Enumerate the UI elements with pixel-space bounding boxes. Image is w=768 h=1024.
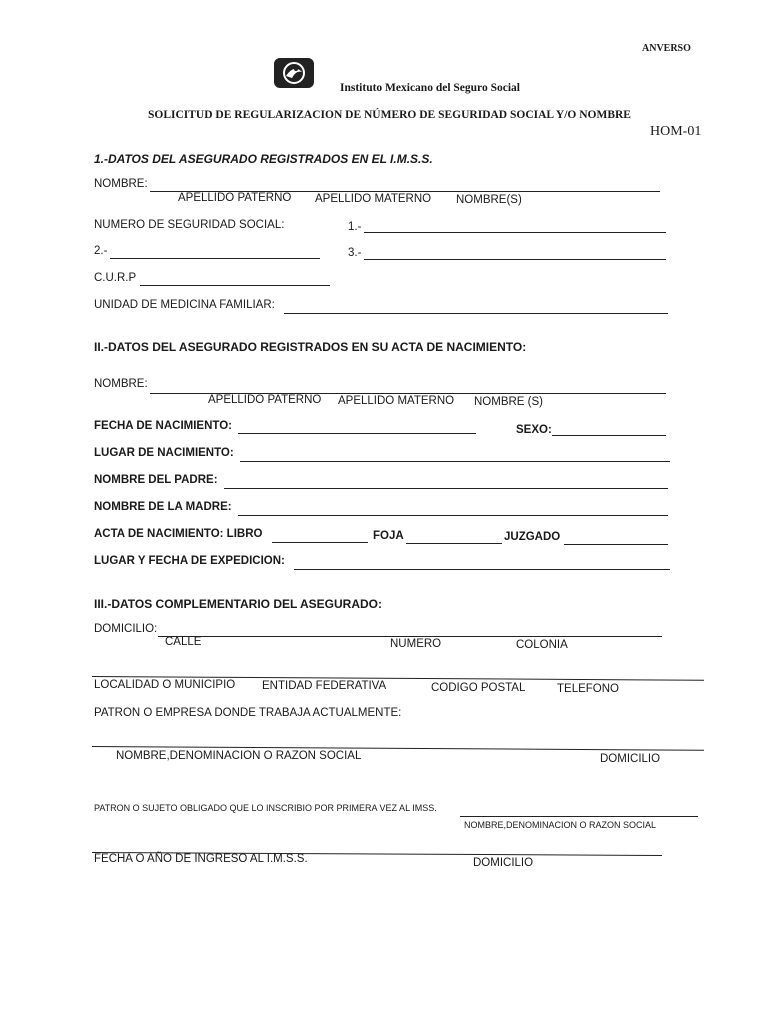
s2-fecha-nac-field[interactable] (238, 433, 476, 434)
s1-nss-label: NUMERO DE SEGURIDAD SOCIAL: (94, 219, 285, 231)
s3-domicilio-caption-2: DOMICILIO (473, 857, 534, 869)
s3-telefono-caption: TELEFONO (557, 683, 619, 695)
s1-umf-field[interactable] (284, 313, 668, 314)
s2-juzgado-label: JUZGADO (504, 531, 561, 543)
s2-madre-field[interactable] (238, 515, 668, 516)
section3-title: III.-DATOS COMPLEMENTARIO DEL ASEGURADO: (94, 597, 383, 611)
s2-foja-label: FOJA (373, 530, 404, 542)
s2-libro-field[interactable] (272, 542, 368, 543)
s3-calle-caption: CALLE (165, 636, 202, 648)
s1-umf-label: UNIDAD DE MEDICINA FAMILIAR: (94, 299, 275, 311)
s2-foja-field[interactable] (406, 543, 502, 544)
s2-apellido-paterno-caption: APELLIDO PATERNO (208, 394, 322, 406)
s1-apellido-materno-caption: APELLIDO MATERNO (315, 193, 432, 205)
form-title: SOLICITUD DE REGULARIZACION DE NÚMERO DE SEGURIDAD SOCIAL Y/O NOMBRE (148, 109, 631, 121)
s3-domicilio-field[interactable] (158, 636, 662, 637)
s2-sexo-field[interactable] (552, 435, 666, 436)
s1-nss3-label: 3.- (348, 247, 362, 259)
s3-domicilio-label: DOMICILIO: (94, 623, 158, 635)
s2-nombres-caption: NOMBRE (S) (474, 396, 543, 408)
s1-nss2-label: 2.- (94, 245, 108, 257)
s1-nss2-field[interactable] (110, 258, 320, 259)
anverso-label: ANVERSO (642, 43, 691, 54)
s3-codigo-postal-caption: CODIGO POSTAL (431, 682, 526, 694)
s2-expedicion-label: LUGAR Y FECHA DE EXPEDICION: (94, 555, 285, 567)
s2-padre-field[interactable] (224, 488, 668, 489)
s2-sexo-label: SEXO: (516, 424, 552, 436)
s3-colonia-caption: COLONIA (516, 639, 568, 651)
s2-lugar-nac-field[interactable] (240, 461, 670, 462)
s1-nss1-field[interactable] (364, 232, 666, 233)
s3-patron-primera-field[interactable] (460, 816, 698, 817)
imss-eagle-logo-icon (274, 58, 314, 88)
s2-acta-libro-label: ACTA DE NACIMIENTO: LIBRO (94, 528, 263, 540)
s1-curp-field[interactable] (140, 285, 330, 286)
institute-name: Instituto Mexicano del Seguro Social (340, 82, 520, 94)
s2-padre-label: NOMBRE DEL PADRE: (94, 474, 218, 486)
s2-apellido-materno-caption: APELLIDO MATERNO (338, 395, 455, 407)
s1-curp-label: C.U.R.P (94, 272, 137, 284)
s3-entidad-caption: ENTIDAD FEDERATIVA (262, 680, 387, 692)
s3-patron-primera-label: PATRON O SUJETO OBLIGADO QUE LO INSCRIBIO POR PRIMERA VEZ AL IMSS. (94, 803, 437, 813)
s3-fecha-ingreso-caption: FECHA O AÑO DE INGRESO AL I.M.S.S. (94, 853, 308, 865)
imss-eagle-logo-icon-svg (274, 58, 314, 88)
s2-nombre-label: NOMBRE: (94, 378, 148, 390)
s2-juzgado-field[interactable] (564, 544, 668, 545)
form-code: HOM-01 (650, 124, 702, 139)
s1-nombres-caption: NOMBRE(S) (456, 194, 522, 206)
s3-razon-social-caption: NOMBRE,DENOMINACION O RAZON SOCIAL (116, 750, 362, 762)
s2-fecha-nac-label: FECHA DE NACIMIENTO: (94, 420, 232, 432)
section2-title: II.-DATOS DEL ASEGURADO REGISTRADOS EN SU ACTA DE NACIMIENTO: (94, 340, 527, 354)
s1-nombre-label: NOMBRE: (94, 178, 148, 190)
section1-title: 1.-DATOS DEL ASEGURADO REGISTRADOS EN EL I.M.S.S. (94, 152, 433, 166)
s3-razon-social-small-caption: NOMBRE,DENOMINACION O RAZON SOCIAL (464, 820, 657, 830)
s1-apellido-paterno-caption: APELLIDO PATERNO (178, 192, 292, 204)
s3-domicilio-caption: DOMICILIO (600, 753, 661, 765)
s3-numero-caption: NUMERO (390, 638, 442, 650)
s2-madre-label: NOMBRE DE LA MADRE: (94, 501, 232, 513)
s3-patron-actual-label: PATRON O EMPRESA DONDE TRABAJA ACTUALMENTE: (94, 707, 402, 719)
s1-nss3-field[interactable] (364, 259, 666, 260)
s2-expedicion-field[interactable] (294, 569, 670, 570)
s3-localidad-caption: LOCALIDAD O MUNICIPIO (94, 679, 236, 691)
s2-lugar-nac-label: LUGAR DE NACIMIENTO: (94, 447, 234, 459)
s1-nss1-label: 1.- (348, 221, 362, 233)
